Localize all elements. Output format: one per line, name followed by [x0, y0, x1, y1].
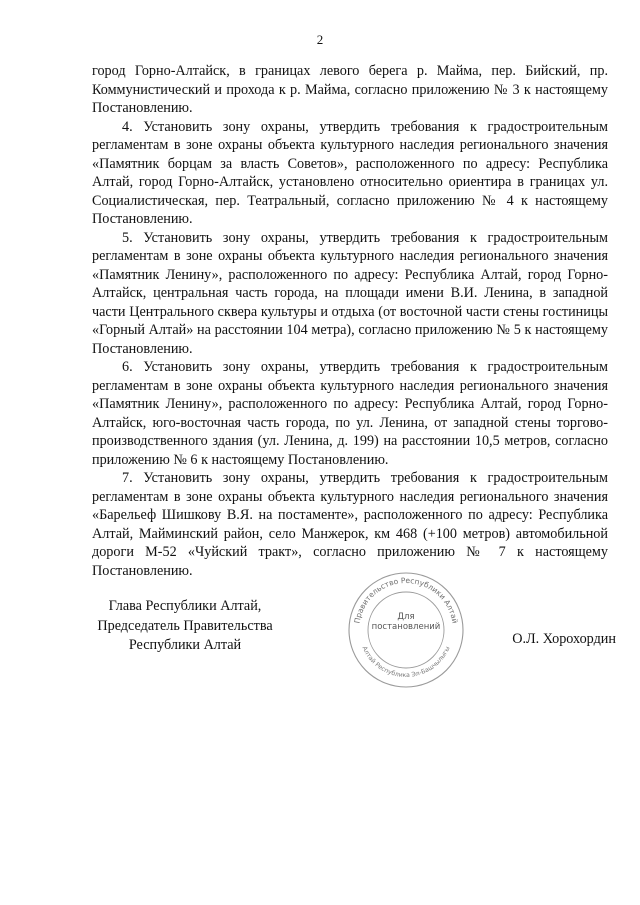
stamp-outer-text: Правительство Республики Алтай	[352, 575, 460, 625]
document-body	[92, 62, 608, 580]
stamp-inner-label	[371, 612, 441, 632]
stamp-bottom-text: Алтай Республика Эл-Башчылыгы	[360, 645, 452, 680]
stamp-inner-line-1: Для	[397, 612, 415, 622]
stamp-inner-line-2: постановлений	[371, 622, 441, 632]
paragraph-2: 4. Установить зону охраны, утвердить требования к градостроительным регламентам в зоне охраны объекта культурного наследия регионального значения «Памятник борцам за власть Советов», расположенного по адресу: Республика Алтай, город Горно-Алтайск, установлено относительно ориентира в границах ул. Социалистическая, пер. Театральный, согласно приложению № 4 к настоящему Постановлению.	[92, 118, 608, 227]
paragraph-4: 6. Установить зону охраны, утвердить требования к градостроительным регламентам в зоне охраны объекта культурного наследия регионального значения «Памятник Ленину», расположенного по адресу: Республика Алтай, город Горно-Алтайск, юго-восточная часть города, по ул. Ленина, от западной стены торгово-производственного здания (ул. Ленина, д. 199) на расстоянии 10,5 метров, согласно приложению № 6 к настоящему Постановлению.	[92, 359, 608, 468]
paragraph-5: 7. Установить зону охраны, утвердить требования к градостроительным регламентам в зоне охраны объекта культурного наследия регионального значения «Барельеф Шишкову В.Я. на постаменте», расположенного по адресу: Республика Алтай, Майминский район, село Манжерок, км 468 (+100 метров) автомобильной дороги М-52 «Чуйский тракт», согласно приложению № 7 к настоящему Постановлению.	[92, 470, 608, 579]
paragraph-3: 5. Установить зону охраны, утвердить требования к градостроительным регламентам в зоне охраны объекта культурного наследия регионального значения «Памятник Ленину», расположенного по адресу: Республика Алтай, город Горно-Алтайск, центральная часть города, на площади имени В.И. Ленина, в западной части Центрального сквера культуры и отдыха (от восточной части стены гостиницы «Горный Алтай» на расстоянии 104 метра), согласно приложению № 5 к настоящему Постановлению.	[92, 229, 608, 357]
signatory-name: О.Л. Хорохордин	[512, 631, 616, 647]
page-number: 2	[316, 32, 324, 47]
signatory-title-line-1: Глава Республики Алтай,	[108, 598, 262, 614]
signatory-title	[90, 597, 280, 656]
paragraph-1: город Горно-Алтайск, в границах левого берега р. Майма, пер. Бийский, пр. Коммунистический и прохода к р. Майма, согласно приложению № 3 к настоящему Постановлению.	[92, 63, 608, 116]
signatory-title-line-2: Председатель Правительства	[97, 617, 273, 634]
signatory-title-line-3: Республики Алтай	[128, 637, 242, 653]
